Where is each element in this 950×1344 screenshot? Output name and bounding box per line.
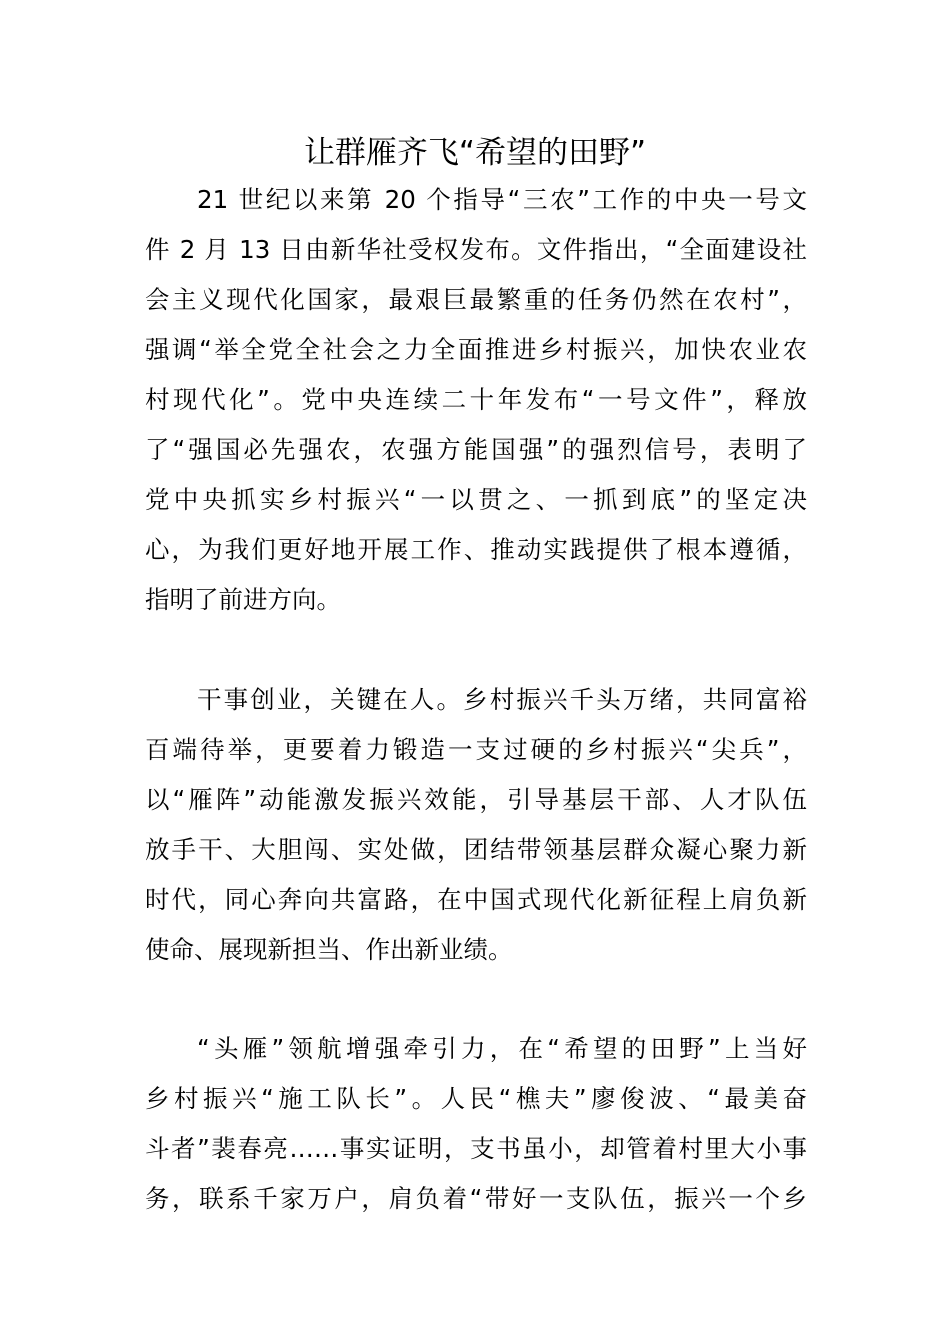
paragraph-line: 件 2 月 13 日由新华社受权发布。文件指出，“全面建设社 <box>145 235 807 264</box>
paragraph-line: 斗者”裴春亮……事实证明，支书虽小，却管着村里大小事 <box>145 1134 807 1163</box>
paragraph-line: 会主义现代化国家，最艰巨最繁重的任务仍然在农村”， <box>145 285 807 314</box>
document-title: 让群雁齐飞“希望的田野” <box>303 135 647 171</box>
paragraph-line: 干事创业，关键在人。乡村振兴千头万绪，共同富裕 <box>197 685 807 714</box>
paragraph-line: “头雁”领航增强牵引力，在“希望的田野”上当好 <box>197 1034 807 1063</box>
paragraph-line: 时代，同心奔向共富路，在中国式现代化新征程上肩负新 <box>145 885 807 914</box>
paragraph-line: 指明了前进方向。 <box>145 585 341 614</box>
paragraph-line: 21 世纪以来第 20 个指导“三农”工作的中央一号文 <box>197 185 807 214</box>
paragraph-line: 百端待举，更要着力锻造一支过硬的乡村振兴“尖兵”， <box>145 735 807 764</box>
paragraph-3 <box>145 1024 807 1224</box>
paragraph-line: 乡村振兴“施工队长”。人民“樵夫”廖俊波、“最美奋 <box>145 1084 807 1113</box>
paragraph-line: 党中央抓实乡村振兴“一以贯之、一抓到底”的坚定决 <box>145 485 807 514</box>
paragraph-line: 了“强国必先强农，农强方能国强”的强烈信号，表明了 <box>145 435 807 464</box>
paragraph-line: 务，联系千家万户，肩负着“带好一支队伍，振兴一个乡 <box>145 1184 807 1213</box>
paragraph-line: 心，为我们更好地开展工作、推动实践提供了根本遵循， <box>145 535 807 564</box>
paragraph-line: 村现代化”。党中央连续二十年发布“一号文件”，释放 <box>145 385 807 414</box>
paragraph-line: 以“雁阵”动能激发振兴效能，引导基层干部、人才队伍 <box>145 785 807 814</box>
paragraph-line: 放手干、大胆闯、实处做，团结带领基层群众凝心聚力新 <box>145 835 807 864</box>
paragraph-line: 使命、展现新担当、作出新业绩。 <box>145 935 513 964</box>
paragraph-line: 强调“举全党全社会之力全面推进乡村振兴，加快农业农 <box>145 335 807 364</box>
paragraph-2 <box>145 675 807 975</box>
paragraph-1 <box>145 175 807 625</box>
